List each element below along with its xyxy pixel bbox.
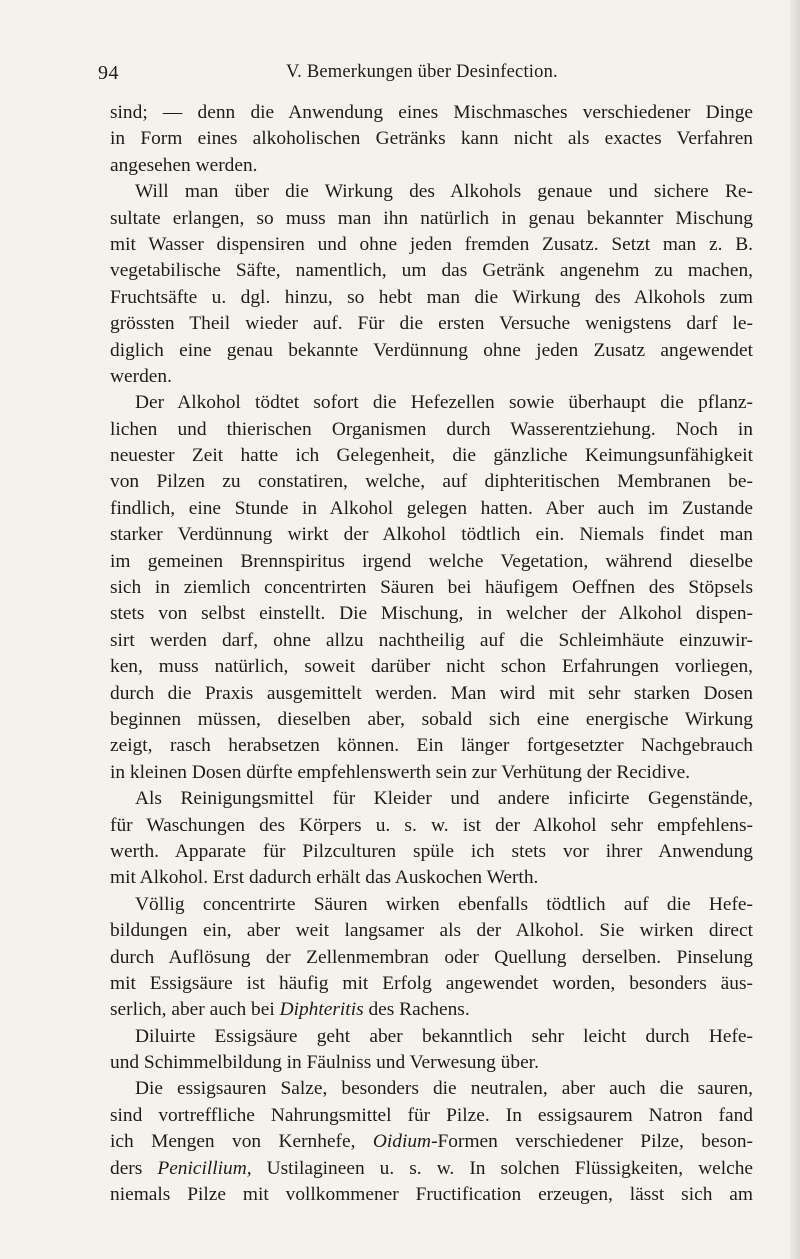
italic-term: Oidium [372,1131,432,1153]
text-line: werden. [110,365,172,387]
text-line: Die essigsauren Salze, besonders die neutralen, aber auch die sauren, [135,1078,753,1100]
text-line: ken, muss natürlich, soweit darüber nicht schon Erfahrungen vorliegen, [110,656,753,678]
text-line: in kleinen Dosen dürfte empfehlenswerth sein zur Verhütung der Recidive. [110,761,691,783]
page-header [98,62,750,88]
text-line: starker Verdünnung wirkt der Alkohol tödtlich ein. Niemals findet man [110,524,753,546]
text-line: werth. Apparate für Pilzculturen spüle ich stets vor ihrer Anwendung [110,840,753,862]
text-line [110,1156,753,1182]
text-line [110,997,753,1023]
text-line [110,1129,753,1155]
text-line: sind vortreffliche Nahrungsmittel für Pilze. In essigsaurem Natron fand [110,1104,753,1126]
text-line: und Schimmelbildung in Fäulniss und Verwesung über. [110,1052,539,1074]
text-line: findlich, eine Stunde in Alkohol gelegen hatten. Aber auch im Zustande [110,497,753,519]
text-line: in Form eines alkoholischen Getränks kann nicht als exactes Verfahren [110,128,753,150]
text-line: vegetabilische Säfte, namentlich, um das Getränk angenehm zu machen, [110,260,753,282]
text-line: sultate erlangen, so muss man ihn natürlich in genau bekannter Mischung [110,207,753,229]
text-line: für Waschungen des Körpers u. s. w. ist der Alkohol sehr empfehlens- [110,814,753,836]
text-segment: Ustilagineen u. s. w. In solchen Flüssigkeiten, welche [251,1157,753,1179]
text-line: mit Essigsäure ist häufig mit Erfolg angewendet worden, besonders äus- [110,972,753,994]
text-line: sirt werden darf, ohne allzu nachtheilig auf die Schleimhäute einzuwir- [110,629,753,651]
text-segment: -Formen verschiedener Pilze, beson- [431,1131,753,1153]
page-edge-shadow [790,0,800,1259]
text-line: mit Wasser dispensiren und ohne jeden fremden Zusatz. Setzt man z. B. [110,233,753,255]
text-line: Als Reinigungsmittel für Kleider und andere inficirte Gegenstände, [135,788,753,810]
italic-term: Penicillium, [157,1157,252,1179]
text-line: Diluirte Essigsäure geht aber bekanntlich sehr leicht durch Hefe- [135,1025,753,1047]
page-number: 94 [98,62,119,84]
text-line: bildungen ein, aber weit langsamer als der Alkohol. Sie wirken direct [110,920,753,942]
text-line: stets von selbst einstellt. Die Mischung, in welcher der Alkohol dispen- [110,603,753,625]
text-line: niemals Pilze mit vollkommener Fructification erzeugen, lässt sich am [110,1184,753,1206]
text-line: angesehen werden. [110,154,258,176]
text-line: mit Alkohol. Erst dadurch erhält das Auskochen Werth. [110,867,539,889]
text-segment: ich Mengen von Kernhefe, [110,1131,373,1153]
text-line: neuester Zeit hatte ich Gelegenheit, die gänzliche Keimungsunfähigkeit [110,445,753,467]
text-segment: des Rachens. [363,999,470,1021]
text-line: sich in ziemlich concentrirten Säuren bei häufigem Oeffnen des Stöpsels [110,577,753,599]
text-line: durch Auflösung der Zellenmembran oder Quellung derselben. Pinselung [110,946,753,968]
italic-term: Diphteritis [279,999,364,1021]
text-line: Will man über die Wirkung des Alkohols genaue und sichere Re- [135,181,753,203]
text-line: diglich eine genau bekannte Verdünnung ohne jeden Zusatz angewendet [110,339,753,361]
running-head: V. Bemerkungen über Desinfection. [286,62,558,82]
text-segment: ders [110,1157,158,1179]
text-line: grössten Theil wieder auf. Für die ersten Versuche wenigstens darf le- [110,313,753,335]
text-line: zeigt, rasch herabsetzen können. Ein länger fortgesetzter Nachgebrauch [110,735,753,757]
text-line: sind; — denn die Anwendung eines Mischmasches verschiedener Dinge [110,102,753,123]
text-line: durch die Praxis ausgemittelt werden. Man wird mit sehr starken Dosen [110,682,753,704]
text-line: lichen und thierischen Organismen durch Wasserentziehung. Noch in [110,418,753,440]
text-line: Der Alkohol tödtet sofort die Hefezellen sowie überhaupt die pflanz- [135,392,753,414]
text-line: Fruchtsäfte u. dgl. hinzu, so hebt man die Wirkung des Alkohols zum [110,286,753,308]
body-text [110,100,753,1208]
text-segment: serlich, aber auch bei [110,999,280,1021]
text-line: im gemeinen Brennspiritus irgend welche Vegetation, während dieselbe [110,550,753,572]
text-line: Völlig concentrirte Säuren wirken ebenfalls tödtlich auf die Hefe- [135,893,753,915]
text-line: beginnen müssen, dieselben aber, sobald sich eine energische Wirkung [110,708,753,730]
text-line: von Pilzen zu constatiren, welche, auf diphteritischen Membranen be- [110,471,753,493]
